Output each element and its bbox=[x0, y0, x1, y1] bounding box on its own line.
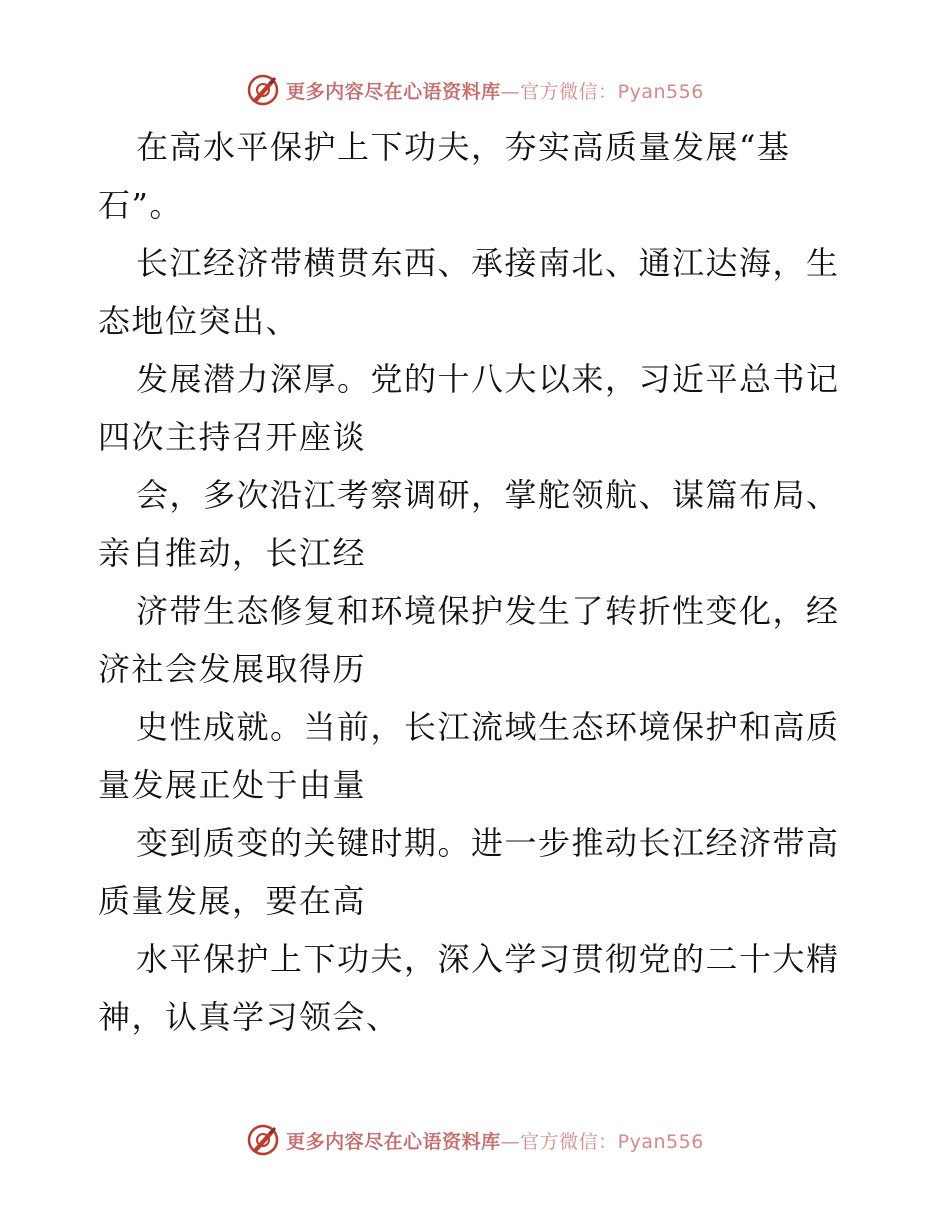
red-pen-logo-icon bbox=[246, 1123, 280, 1157]
text-line: 神，认真学习领会、 bbox=[98, 998, 400, 1036]
watermark-text bbox=[286, 1127, 704, 1154]
text-line: 态地位突出、 bbox=[98, 302, 300, 340]
text-line: 发展潜力深厚。党的十八大以来，习近平总书记 bbox=[136, 360, 840, 398]
text-line: 会，多次沿江考察调研，掌舵领航、谋篇布局、 bbox=[136, 476, 840, 514]
watermark-suffix: 官方微信：Pyan556 bbox=[520, 1130, 704, 1153]
text-line: 长江经济带横贯东西、承接南北、通江达海，生 bbox=[136, 244, 840, 282]
watermark-text bbox=[286, 77, 704, 104]
red-pen-logo-icon bbox=[246, 73, 280, 107]
document-body bbox=[98, 118, 858, 1046]
watermark-separator: — bbox=[500, 1130, 521, 1153]
footer-watermark bbox=[0, 1120, 950, 1160]
watermark-suffix: 官方微信：Pyan556 bbox=[520, 80, 704, 103]
watermark-brand: 更多内容尽在心语资料库 bbox=[286, 80, 501, 103]
text-line: 亲自推动，长江经 bbox=[98, 534, 367, 572]
text-line: 变到质变的关键时期。进一步推动长江经济带高 bbox=[136, 824, 840, 862]
text-line: 水平保护上下功夫，深入学习贯彻党的二十大精 bbox=[136, 940, 840, 978]
watermark-separator: — bbox=[500, 80, 521, 103]
text-line: 质量发展，要在高 bbox=[98, 882, 367, 920]
text-line: 史性成就。当前，长江流域生态环境保护和高质 bbox=[136, 708, 840, 746]
text-line: 四次主持召开座谈 bbox=[98, 418, 367, 456]
text-line: 在高水平保护上下功夫，夯实高质量发展“基 bbox=[136, 128, 791, 166]
text-line: 济带生态修复和环境保护发生了转折性变化，经 bbox=[136, 592, 840, 630]
text-line: 量发展正处于由量 bbox=[98, 766, 367, 804]
text-line: 济社会发展取得历 bbox=[98, 650, 367, 688]
header-watermark bbox=[0, 70, 950, 110]
text-line: 石”。 bbox=[98, 186, 183, 224]
watermark-brand: 更多内容尽在心语资料库 bbox=[286, 1130, 501, 1153]
